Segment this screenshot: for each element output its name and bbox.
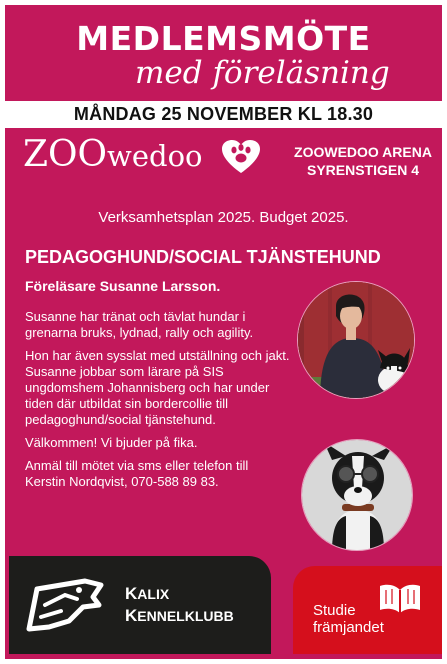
kk-rest-2: ENNELKLUBB (137, 608, 234, 624)
paragraph-4: Anmäl till mötet via sms eller telefon till Kerstin Nordqvist, 070-588 89 83. (25, 458, 249, 489)
photo-susanne (297, 281, 415, 399)
venue-line-2: SYRENSTIGEN 4 (306, 162, 420, 178)
sf-line-2: främjandet (313, 619, 384, 636)
venue-line-1: ZOOWEDOO ARENA (294, 144, 432, 160)
logo-wedoo: wedoo (107, 139, 203, 173)
open-book-icon (378, 582, 422, 614)
lecturer: Föreläsare Susanne Larsson. (25, 278, 221, 294)
kennelklubb-line-2 (125, 605, 234, 627)
zoowedoo-logo (23, 134, 203, 175)
title: MEDLEMSMÖTE (76, 19, 371, 58)
venue-address (283, 143, 442, 179)
body-text (25, 309, 290, 497)
sf-line-1: Studie (313, 602, 356, 619)
paragraph-3: Välkommen! Vi bjuder på fika. (25, 435, 198, 450)
kennelklubb-name (125, 583, 234, 627)
poster (5, 5, 442, 659)
kk-initial-1: K (125, 584, 138, 603)
logo-zoo: ZOO (23, 134, 108, 175)
kk-initial-2: K (125, 606, 138, 625)
photo-dog (301, 439, 413, 551)
agenda: Verksamhetsplan 2025. Budget 2025. (98, 209, 349, 226)
date-bar: MÅNDAG 25 NOVEMBER KL 18.30 (5, 101, 442, 128)
paragraph-2: Hon har även sysslat med utställning och jakt. Susanne jobbar som lärare på SIS ungdomshem Johannisberg och har under tiden där utbildat sin bordercollie till pedagoghund/social tjänstehund. (25, 348, 290, 427)
paw-heart-icon (221, 139, 261, 175)
studieframjandet-name (313, 602, 384, 636)
paragraph-1: Susanne har tränat och tävlat hundar i grenarna bruks, lydnad, rally och agility. (25, 309, 254, 340)
dog-head-logo-icon (23, 575, 105, 637)
kk-rest-1: ALIX (137, 586, 170, 602)
lecture-heading: PEDAGOGHUND/SOCIAL TJÄNSTEHUND (25, 247, 381, 267)
kennelklubb-line-1 (125, 583, 234, 605)
subtitle: med föreläsning (135, 55, 390, 91)
